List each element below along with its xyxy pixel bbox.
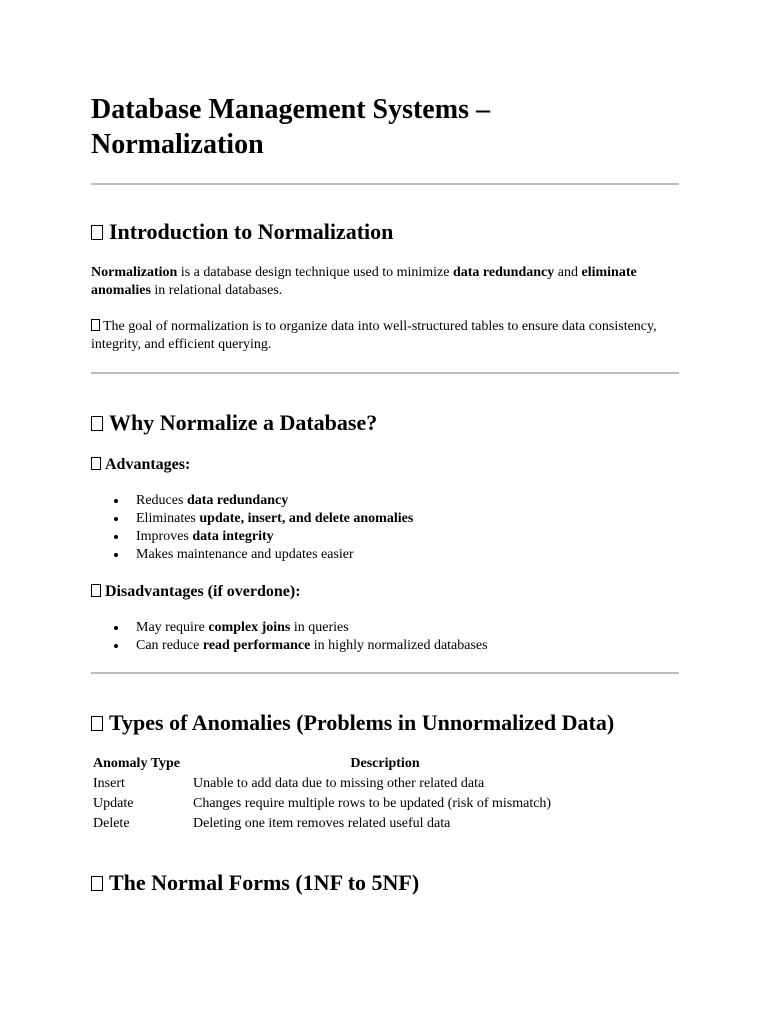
item-bold: update, insert, and delete anomalies [199, 511, 414, 526]
item-text: May require [136, 620, 209, 635]
page-title: Database Management Systems – Normalization [91, 94, 490, 160]
list-item [136, 528, 679, 546]
intro-text: and [554, 265, 582, 280]
list-item [136, 619, 679, 637]
item-text: in highly normalized databases [310, 638, 488, 653]
missing-glyph-icon [91, 416, 103, 431]
item-bold: complex joins [208, 620, 291, 635]
missing-glyph-icon [91, 225, 103, 240]
disadvantages-heading-text: Disadvantages (if overdone): [105, 583, 301, 600]
section-heading-why-normalize [91, 410, 679, 436]
intro-text: in relational databases. [150, 283, 283, 298]
item-bold: data integrity [192, 529, 274, 544]
section-heading-anomalies [91, 710, 679, 736]
item-text: Improves [136, 529, 193, 544]
divider [91, 183, 679, 185]
advantages-list [91, 492, 679, 564]
table-cell: Deleting one item removes related useful data [193, 816, 451, 831]
missing-glyph-icon [91, 584, 101, 597]
term-normalization: Normalization [91, 265, 178, 280]
missing-glyph-icon [91, 716, 103, 731]
document-content [91, 92, 679, 896]
goal-paragraph [91, 318, 679, 354]
column-header-anomaly-type: Anomaly Type [93, 756, 180, 771]
missing-glyph-icon [91, 457, 101, 470]
table-cell: Delete [93, 816, 130, 831]
item-text: Makes maintenance and updates easier [136, 547, 354, 562]
table-header-row [91, 754, 579, 774]
table-row [91, 794, 579, 814]
table-cell: Insert [93, 776, 125, 791]
item-text: Can reduce [136, 638, 203, 653]
term-data-redundancy: data redundancy [452, 265, 555, 280]
intro-text: is a database design technique used to minimize [177, 265, 453, 280]
item-bold: read performance [202, 638, 311, 653]
list-item [136, 637, 679, 655]
section-heading-introduction [91, 219, 679, 245]
section-heading-normal-forms [91, 870, 679, 896]
item-text: Eliminates [136, 511, 200, 526]
table-row [91, 774, 579, 794]
disadvantages-heading [91, 582, 679, 602]
table-cell: Update [93, 796, 134, 811]
advantages-heading [91, 455, 679, 475]
anomalies-table [91, 754, 579, 834]
anomalies-heading-text: Types of Anomalies (Problems in Unnormalized Data) [109, 710, 615, 735]
normal-forms-heading-text: The Normal Forms (1NF to 5NF) [109, 870, 420, 895]
table-cell: Unable to add data due to missing other related data [193, 776, 485, 791]
term-eliminate-anomalies: eliminate anomalies [91, 265, 637, 298]
column-header-description: Description [350, 756, 420, 771]
disadvantages-list [91, 619, 679, 655]
introduction-heading-text: Introduction to Normalization [109, 219, 394, 244]
divider [91, 672, 679, 674]
list-item [136, 492, 679, 510]
list-item [136, 510, 679, 528]
goal-text: The goal of normalization is to organize data into well-structured tables to ensure data consistency, integrity, and efficient querying. [91, 319, 657, 352]
item-text: in queries [290, 620, 349, 635]
item-text: Reduces [136, 493, 187, 508]
item-bold: data redundancy [186, 493, 289, 508]
missing-glyph-icon [91, 319, 100, 331]
table-row [91, 814, 579, 834]
divider [91, 372, 679, 374]
why-heading-text: Why Normalize a Database? [109, 410, 378, 435]
advantages-heading-text: Advantages: [105, 456, 191, 473]
table-cell: Changes require multiple rows to be updated (risk of mismatch) [193, 796, 552, 811]
intro-paragraph [91, 264, 679, 300]
list-item [136, 546, 679, 564]
missing-glyph-icon [91, 876, 103, 891]
